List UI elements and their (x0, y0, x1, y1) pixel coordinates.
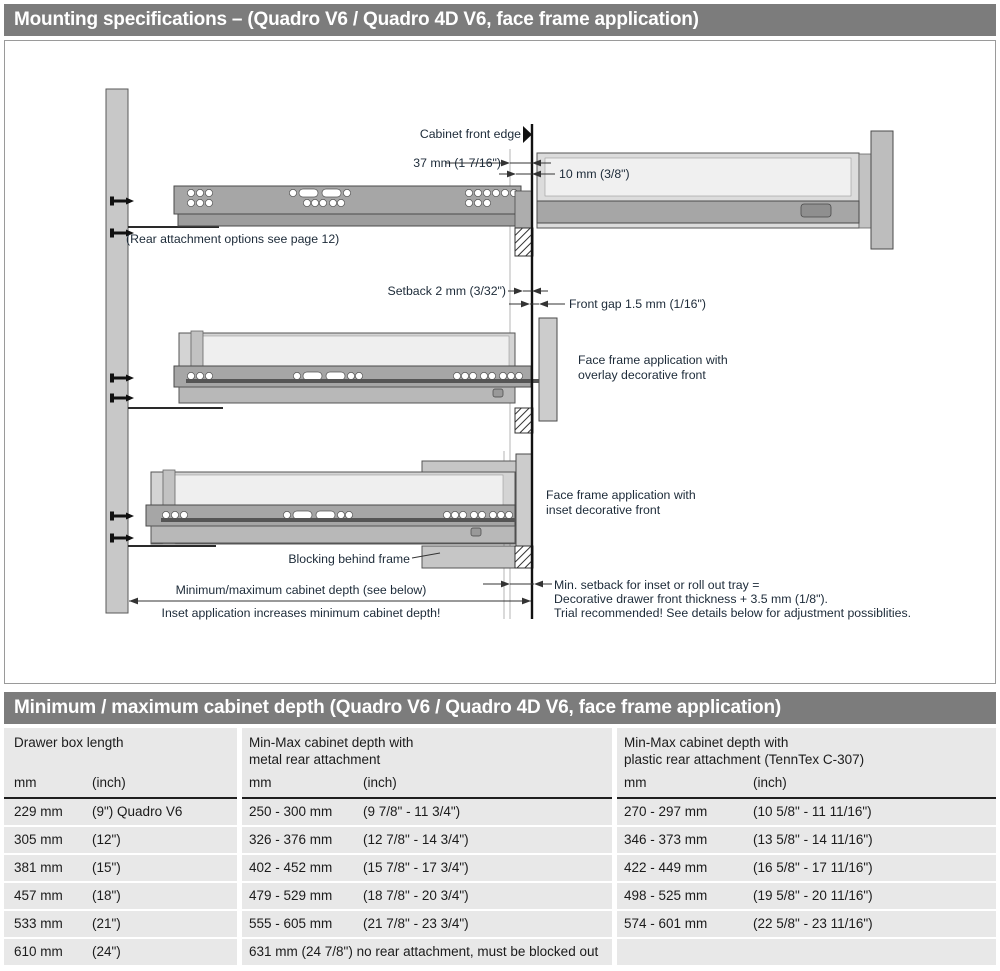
drawer-decorative-front-open (871, 131, 893, 249)
mounting-diagram-svg (5, 41, 995, 683)
label-dim-10mm: 10 mm (3/8") (559, 167, 630, 181)
face-frame-section-hatch (515, 546, 533, 568)
front-edge-marker-icon (523, 126, 532, 143)
label-min-setback-line3: Trial recommended! See details below for adjustment possiblities. (554, 606, 912, 620)
header-drawer-box-length: Drawer box length mm (inch) (4, 728, 237, 799)
header-plastic-rear-attachment: Min-Max cabinet depth with plastic rear attachment (TennTex C-307) mm (inch) (617, 728, 996, 799)
mounting-diagram (4, 40, 996, 684)
label-inset-note: Inset application increases minimum cabinet depth! (161, 606, 441, 620)
label-rear-attachment-note: (Rear attachment options see page 12) (126, 232, 340, 246)
label-overlay-application-line1: Face frame application with (578, 353, 728, 367)
cabinet-rear-panel (106, 89, 128, 613)
table-row: 229 mm (9") Quadro V6 250 - 300 mm (9 7/8" - 11 3/4") 270 - 297 mm (10 5/8" - 11 11/16") (4, 799, 996, 825)
table-row: 457 mm (18") 479 - 529 mm (18 7/8" - 20 3/4") 498 - 525 mm (19 5/8" - 20 11/16") (4, 883, 996, 909)
table-row: 533 mm (21") 555 - 605 mm (21 7/8" - 23 3/4") 574 - 601 mm (22 5/8" - 23 11/16") (4, 911, 996, 937)
label-dim-37mm: 37 mm (1 7/16") (413, 156, 501, 170)
cabinet-depth-table (4, 728, 996, 965)
table-row: 381 mm (15") 402 - 452 mm (15 7/8" - 17 3/4") 422 - 449 mm (16 5/8" - 17 11/16") (4, 855, 996, 881)
table-row: 610 mm (24") 631 mm (24 7/8") no rear attachment, must be blocked out (4, 939, 996, 965)
section-title-mounting-specifications: Mounting specifications – (Quadro V6 / Quadro 4D V6, face frame application) (4, 4, 996, 36)
label-inset-application-line1: Face frame application with (546, 488, 696, 502)
label-blocking-behind-frame: Blocking behind frame (288, 552, 410, 566)
table-row: 305 mm (12") 326 - 376 mm (12 7/8" - 14 3/4") 346 - 373 mm (13 5/8" - 14 11/16") (4, 827, 996, 853)
inset-decorative-front (516, 454, 532, 546)
drawer-assembly-overlay (110, 318, 557, 433)
label-front-gap: Front gap 1.5 mm (1/16") (569, 297, 706, 311)
label-setback: Setback 2 mm (3/32") (387, 284, 506, 298)
face-frame-section-hatch (515, 408, 533, 433)
label-min-max-cabinet-depth: Minimum/maximum cabinet depth (see below) (175, 583, 427, 597)
label-min-setback-line2: Decorative drawer front thickness + 3.5 mm (1/8"). (554, 592, 828, 606)
label-cabinet-front-edge: Cabinet front edge (419, 127, 521, 141)
header-metal-rear-attachment: Min-Max cabinet depth with metal rear attachment mm (inch) (242, 728, 612, 799)
blocking-upper (422, 461, 516, 473)
blocking-behind-frame (422, 546, 516, 568)
table-header-row (4, 728, 996, 799)
label-overlay-application-line2: overlay decorative front (578, 368, 706, 382)
drawer-assembly-inset (110, 454, 533, 568)
face-frame-section-hatch (515, 228, 533, 256)
overlay-decorative-front (539, 318, 557, 421)
section-title-cabinet-depth: Minimum / maximum cabinet depth (Quadro V6 / Quadro 4D V6, face frame application) (4, 692, 996, 724)
label-inset-application-line2: inset decorative front (546, 503, 661, 517)
label-min-setback-line1: Min. setback for inset or roll out tray = (554, 578, 760, 592)
